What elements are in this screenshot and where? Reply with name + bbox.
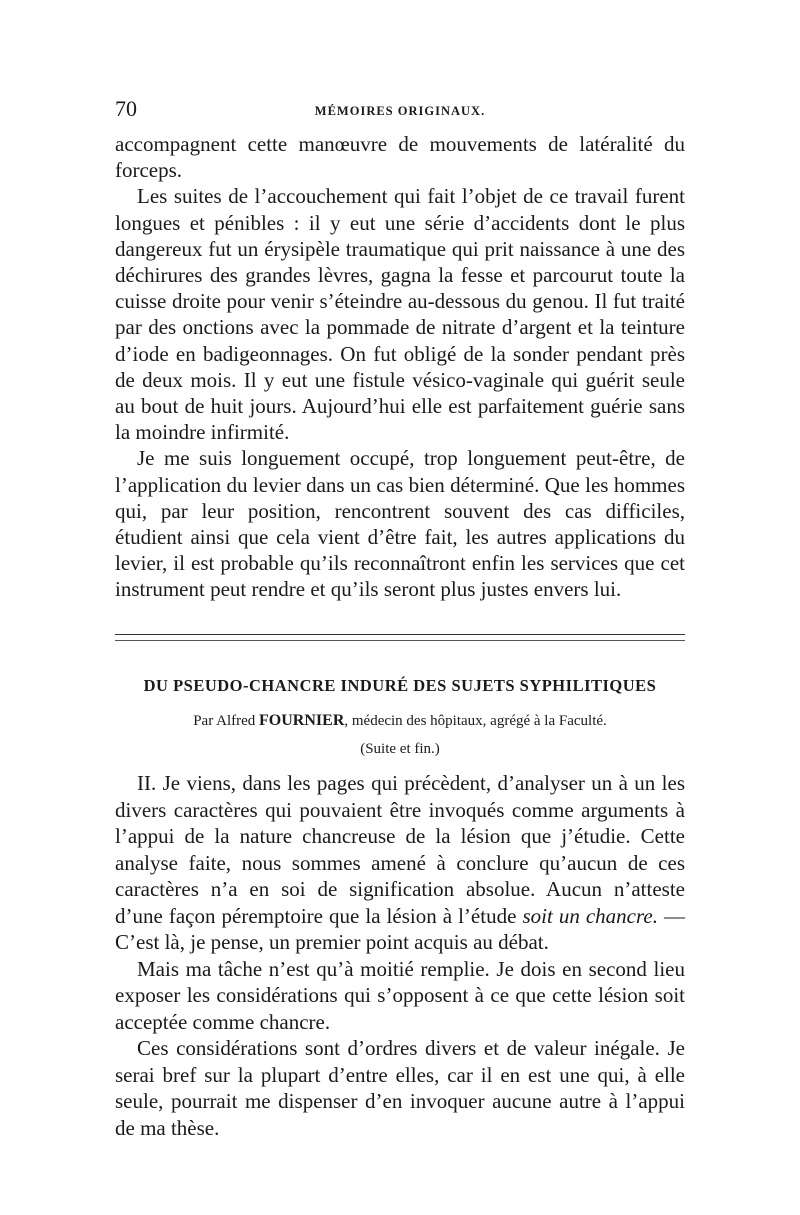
section-divider-top — [115, 634, 685, 635]
byline-suffix: , médecin des hôpitaux, agrégé à la Faculté. — [344, 713, 607, 729]
analysis-text: II. Je viens, dans les pages qui précèdent, d’analyser un à un les divers caractères qui pouvaient être invoqués comme arguments à l’appui de la nature chancreuse de la lésion que j’étudie. Cette analyse faite, nous sommes amené à conclure qu’aucun de ces caractères n’a en soi de signification absolue. Aucun n’atteste d’une façon péremptoire que la lésion à l’étude — [115, 771, 685, 928]
analysis-italic: soit un chancre. — [522, 903, 658, 928]
page-header — [115, 96, 685, 126]
paragraph-considerations: Ces considérations sont d’ordres divers et de valeur inégale. Je serai bref sur la plupart d’entre elles, car il en est une qui, à elle seule, pourrait me dispenser d’en invoquer aucune autre à l’appui de ma thèse. — [115, 1036, 685, 1140]
section-divider-bottom — [115, 640, 685, 641]
running-title: MÉMOIRES ORIGINAUX. — [314, 104, 486, 118]
paragraph-conclusion: Je me suis longuement occupé, trop longuement peut-être, de l’application du levier dans un cas bien déterminé. Que les hommes qui, par leur position, rencontrent souvent des cas difficiles, étudient ainsi que cela vient d’être fait, les autres applications du levier, il est probable qu’ils reconnaîtront enfin les services que cet instrument peut rendre et qu’ils seront plus justes envers lui. — [115, 446, 685, 602]
paragraph-task: Mais ma tâche n’est qu’à moitié remplie. Je dois en second lieu exposer les considérations qui s’opposent à ce que cette lésion soit acceptée comme chancre. — [115, 956, 685, 1034]
continuation-note: (Suite et fin.) — [360, 741, 440, 757]
previous-article-text — [115, 131, 685, 603]
paragraph-suites: Les suites de l’accouchement qui fait l’objet de ce travail furent longues et pénibles : il y eut une série d’accidents dont le plus dangereux fut un érysipèle traumatique qui prit naissance à une des déchirures des grandes lèvres, gagna la fesse et parcourut toute la cuisse droite pour venir s’éteindre au-dessous du genou. Il fut traité par des onctions avec la pommade de nitrate d’argent et la teinture d’iode en badigeonnages. On fut obligé de la sonder pendant près de deux mois. Il y eut une fistule vésico-vaginale qui guérit seule au bout de huit jours. Aujourd’hui elle est parfaitement guérie sans la moindre infirmité. — [115, 184, 685, 445]
analysis-tail: — C’est là, je pense, un premier point acquis au débat. — [115, 903, 686, 954]
article-title: DU PSEUDO-CHANCRE INDURÉ DES SUJETS SYPHILITIQUES — [143, 676, 657, 695]
paragraph-analysis — [115, 770, 685, 956]
byline-prefix: Par Alfred — [193, 713, 256, 729]
page-number: 70 — [115, 96, 137, 121]
paragraph-continuation: accompagnent cette manœuvre de mouvements de latéralité du forceps. — [115, 132, 685, 183]
article-body — [115, 770, 685, 1141]
author-name: FOURNIER — [259, 712, 345, 729]
article-byline — [115, 712, 685, 730]
